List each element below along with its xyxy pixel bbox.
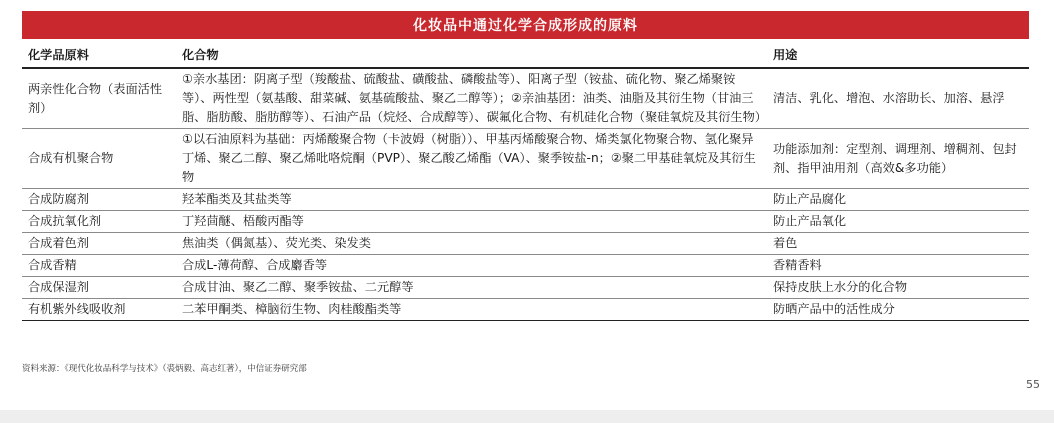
- source-note: 资料来源：《现代化妆品科学与技术》（裘炳毅、高志红著），中信证券研究部: [22, 364, 307, 374]
- cell-usage: 功能添加剂：定型剂、调理剂、增稠剂、包封剂、指甲油用剂（高效&多功能）: [767, 129, 1029, 189]
- cell-category: 合成香精: [22, 255, 176, 277]
- table-row: [22, 277, 1029, 299]
- table-row: [22, 299, 1029, 321]
- header-usage: 用途: [767, 44, 1029, 68]
- table-row: [22, 255, 1029, 277]
- cell-category: 有机紫外线吸收剂: [22, 299, 176, 321]
- cell-compounds: 合成甘油、聚乙二醇、聚季铵盐、二元醇等: [176, 277, 767, 299]
- cell-category: 合成保湿剂: [22, 277, 176, 299]
- cell-compounds: 合成L-薄荷醇、合成麝香等: [176, 255, 767, 277]
- cell-category: 合成防腐剂: [22, 189, 176, 211]
- cell-category: 合成着色剂: [22, 233, 176, 255]
- table-row: [22, 211, 1029, 233]
- cell-category: 合成抗氧化剂: [22, 211, 176, 233]
- cell-compounds: ①以石油原料为基础：丙烯酸聚合物（卡波姆（树脂））、甲基丙烯酸聚合物、烯类氯化物聚合物、氢化聚异丁烯、聚乙二醇、聚乙烯吡咯烷酮（PVP）、聚乙酸乙烯酯（VA）、聚季铵盐-n；②聚二甲基硅氧烷及其衍生物: [176, 129, 767, 189]
- cell-compounds: 焦油类（偶氮基）、荧光类、染发类: [176, 233, 767, 255]
- cell-usage: 保持皮肤上水分的化合物: [767, 277, 1029, 299]
- table-row: [22, 189, 1029, 211]
- cell-usage: 清洁、乳化、增泡、水溶助长、加溶、悬浮: [767, 68, 1029, 129]
- table-row: [22, 233, 1029, 255]
- cell-usage: 防止产品氧化: [767, 211, 1029, 233]
- table-title: 化妆品中通过化学合成形成的原料: [22, 11, 1029, 39]
- footer-band: [0, 410, 1054, 423]
- table-row: [22, 68, 1029, 129]
- cell-usage: 着色: [767, 233, 1029, 255]
- cell-usage: 香精香料: [767, 255, 1029, 277]
- cell-compounds: ①亲水基团：阴离子型（羧酸盐、硫酸盐、磺酸盐、磷酸盐等）、阳离子型（铵盐、硫化物、聚乙烯聚铵等）、两性型（氨基酸、甜菜碱、氨基硫酸盐、聚乙二醇等）；②亲油基团：油类、油脂及其衍生物（甘油三脂、脂肪酸、脂肪醇等）、石油产品（烷烃、合成醇等）、碳氟化合物、有机硅化合物（聚硅氧烷及其衍生物）: [176, 68, 767, 129]
- cell-usage: 防止产品腐化: [767, 189, 1029, 211]
- cell-category: 两亲性化合物（表面活性剂）: [22, 68, 176, 129]
- cell-compounds: 丁羟茴醚、梧酸丙酯等: [176, 211, 767, 233]
- header-compounds: 化合物: [176, 44, 767, 68]
- header-category: 化学品原料: [22, 44, 176, 68]
- table-row: [22, 129, 1029, 189]
- cell-compounds: 羟苯酯类及其盐类等: [176, 189, 767, 211]
- cell-category: 合成有机聚合物: [22, 129, 176, 189]
- page-number: 55: [1026, 378, 1040, 391]
- cell-usage: 防晒产品中的活性成分: [767, 299, 1029, 321]
- cell-compounds: 二苯甲酮类、樟脑衍生物、肉桂酸酯类等: [176, 299, 767, 321]
- table-header-row: [22, 44, 1029, 68]
- raw-materials-table: [22, 44, 1029, 321]
